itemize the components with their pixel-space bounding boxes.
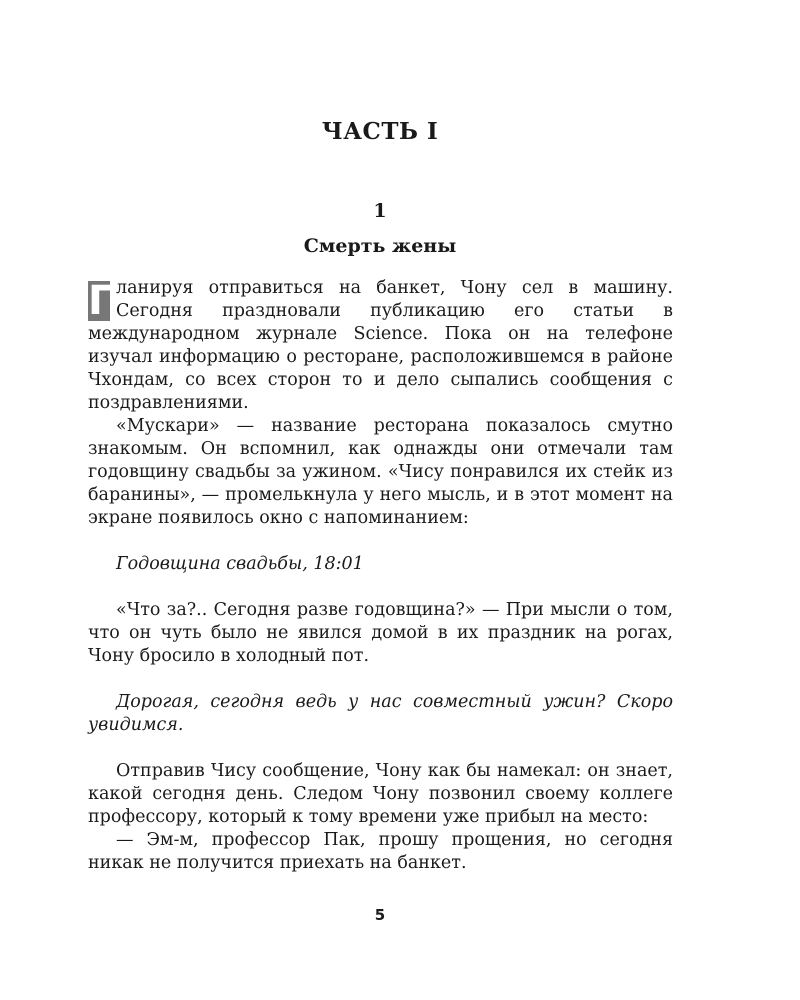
spacer	[88, 576, 673, 599]
page-number: 5	[374, 906, 386, 924]
chapter-number: 1	[373, 200, 387, 222]
spacer	[88, 530, 673, 553]
chapter-body	[88, 277, 673, 875]
drop-cap: П	[88, 278, 122, 324]
reminder-text: Годовщина свадьбы, 18:01	[116, 554, 364, 574]
paragraph-3: «Что за?.. Сегодня разве годовщина?» — При мысли о том, что он чуть было не явился домой в их праздник на рогах, Чону бросило в холодный пот.	[88, 600, 673, 666]
paragraph-1	[88, 277, 673, 415]
paragraph-5: — Эм-м, профессор Пак, прошу прощения, но сегодня никак не получится приехать на банкет.	[88, 830, 673, 873]
paragraph-4: Отправив Чису сообщение, Чону как бы намекал: он знает, какой сегодня день. Следом Чону позвонил своему коллеге профессору, который к тому времени уже прибыл на место:	[88, 761, 673, 827]
paragraph-1-text: ланируя отправиться на банкет, Чону сел в машину. Сегодня праздновали публикацию его статьи в международном журнале Science. Пока он на телефоне изучал информацию о ресторане, расположившемся в районе Чхондам, со всех сторон то и дело сыпались сообщения с поздравлениями.	[88, 278, 673, 413]
part-title: ЧАСТЬ I	[321, 118, 439, 145]
chapter-title: Смерть жены	[303, 235, 457, 257]
spacer	[88, 737, 673, 760]
paragraph-2: «Мускари» — название ресторана показалось смутно знакомым. Он вспомнил, как однажды они отмечали там годовщину свадьбы за ужином. «Чису понравился их стейк из баранины», — промелькнула у него мысль, и в этот момент на экране появилось окно с напоминанием:	[88, 416, 673, 528]
spacer	[88, 668, 673, 691]
message-text: Дорогая, сегодня ведь у нас совместный ужин? Скоро увидимся.	[88, 692, 673, 735]
